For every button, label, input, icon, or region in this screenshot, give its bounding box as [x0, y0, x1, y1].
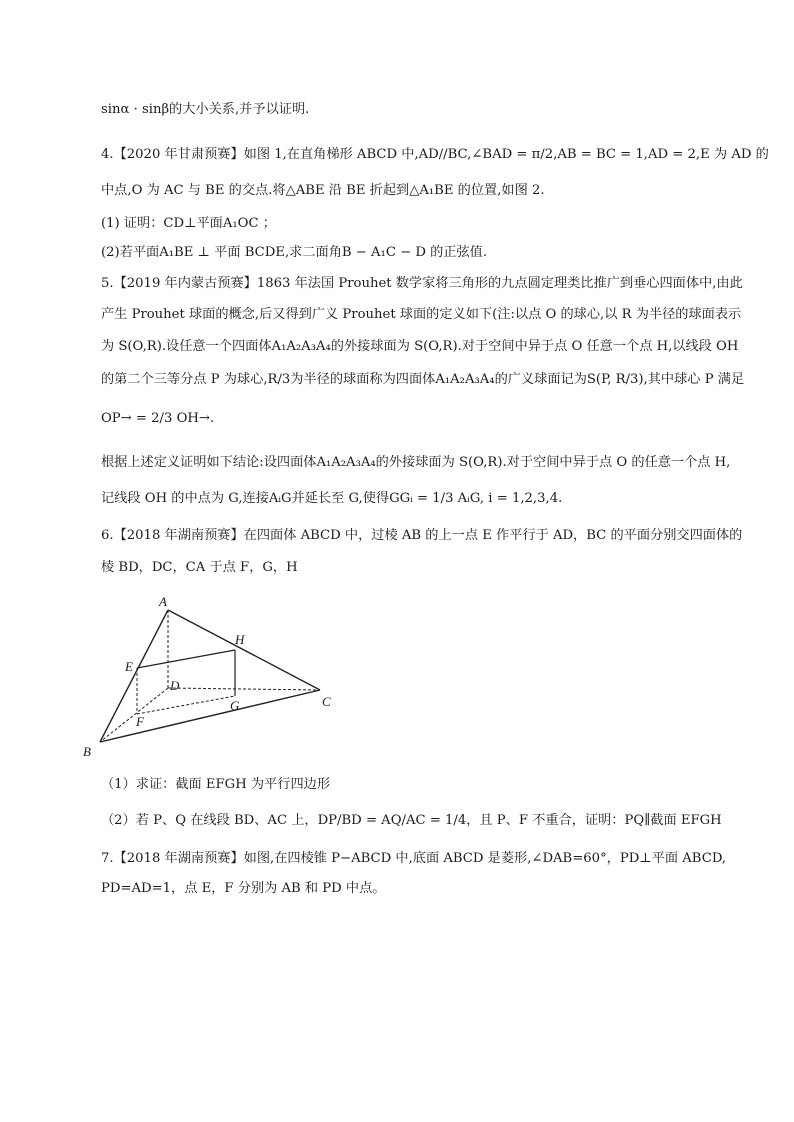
- label-H: H: [235, 632, 245, 647]
- text-line: 中点,O 为 AC 与 BE 的交点.将△ABE 沿 BE 折起到△A₁BE 的位置,如图 2.: [101, 183, 545, 198]
- label-E: E: [125, 659, 133, 674]
- text-line: 记线段 OH 的中点为 G,连接AᵢG并延长至 G,使得GGᵢ = 1/3 AᵢG, i = 1,2,3,4.: [101, 491, 563, 506]
- tetrahedron-figure: [80, 592, 340, 766]
- text-line: （2）若 P、Q 在线段 BD、AC 上，DP/BD = AQ/AC = 1/4，且 P、F 不重合，证明：PQ∥截面 EFGH: [101, 813, 722, 828]
- label-B: B: [83, 744, 91, 759]
- text-line: 棱 BD，DC，CA 于点 F，G，H: [101, 560, 298, 575]
- text-line: 产生 Prouhet 球面的概念,后又得到广义 Prouhet 球面的定义如下(注:以点 O 的球心,以 R 为半径的球面表示: [101, 307, 742, 322]
- problem-7-line: 7.【2018 年湖南预赛】如图,在四棱锥 P−ABCD 中,底面 ABCD 是菱形,∠DAB=60°，PD⊥平面 ABCD,: [101, 851, 727, 866]
- label-C: C: [322, 694, 331, 709]
- text-line: （1）求证：截面 EFGH 为平行四边形: [101, 777, 331, 792]
- text-line: 根据上述定义证明如下结论:设四面体A₁A₂A₃A₄的外接球面为 S(O,R).对于空间中异于点 O 的任意一个点 H,: [101, 455, 731, 470]
- text-line: PD=AD=1，点 E，F 分别为 AB 和 PD 中点。: [101, 881, 386, 896]
- text-line: (2)若平面A₁BE ⊥ 平面 BCDE,求二面角B − A₁C − D 的正弦值.: [101, 245, 488, 260]
- problem-5-line: 5.【2019 年内蒙古预赛】1863 年法国 Prouhet 数学家将三角形的九点圆定理类比推广到垂心四面体中,由此: [101, 276, 743, 291]
- tetrahedron-diagram: [80, 592, 340, 762]
- label-G: G: [230, 698, 240, 713]
- text-line: sinα · sinβ的大小关系,并予以证明.: [101, 102, 310, 117]
- text-line: 的第二个三等分点 P 为球心,R/3为半径的球面称为四面体A₁A₂A₃A₄的广义球面记为S(P, R/3),其中球心 P 满足: [101, 372, 745, 387]
- label-F: F: [136, 714, 144, 729]
- label-D: D: [170, 678, 180, 693]
- text-line: 为 S(O,R).设任意一个四面体A₁A₂A₃A₄的外接球面为 S(O,R).对于空间中异于点 O 任意一个点 H,以线段 OH: [101, 339, 739, 354]
- formula-line: OP→ = 2/3 OH→.: [101, 411, 215, 426]
- problem-6-line: 6.【2018 年湖南预赛】在四面体 ABCD 中，过棱 AB 的上一点 E 作平行于 AD，BC 的平面分别交四面体的: [101, 528, 743, 543]
- problem-4-line: 4.【2020 年甘肃预赛】如图 1,在直角梯形 ABCD 中,AD//BC,∠BAD = π/2,AB = BC = 1,AD = 2,E 为 AD 的: [101, 147, 769, 162]
- label-A: A: [159, 594, 167, 609]
- text-line: (1) 证明：CD⊥平面A₁OC ；: [101, 216, 276, 231]
